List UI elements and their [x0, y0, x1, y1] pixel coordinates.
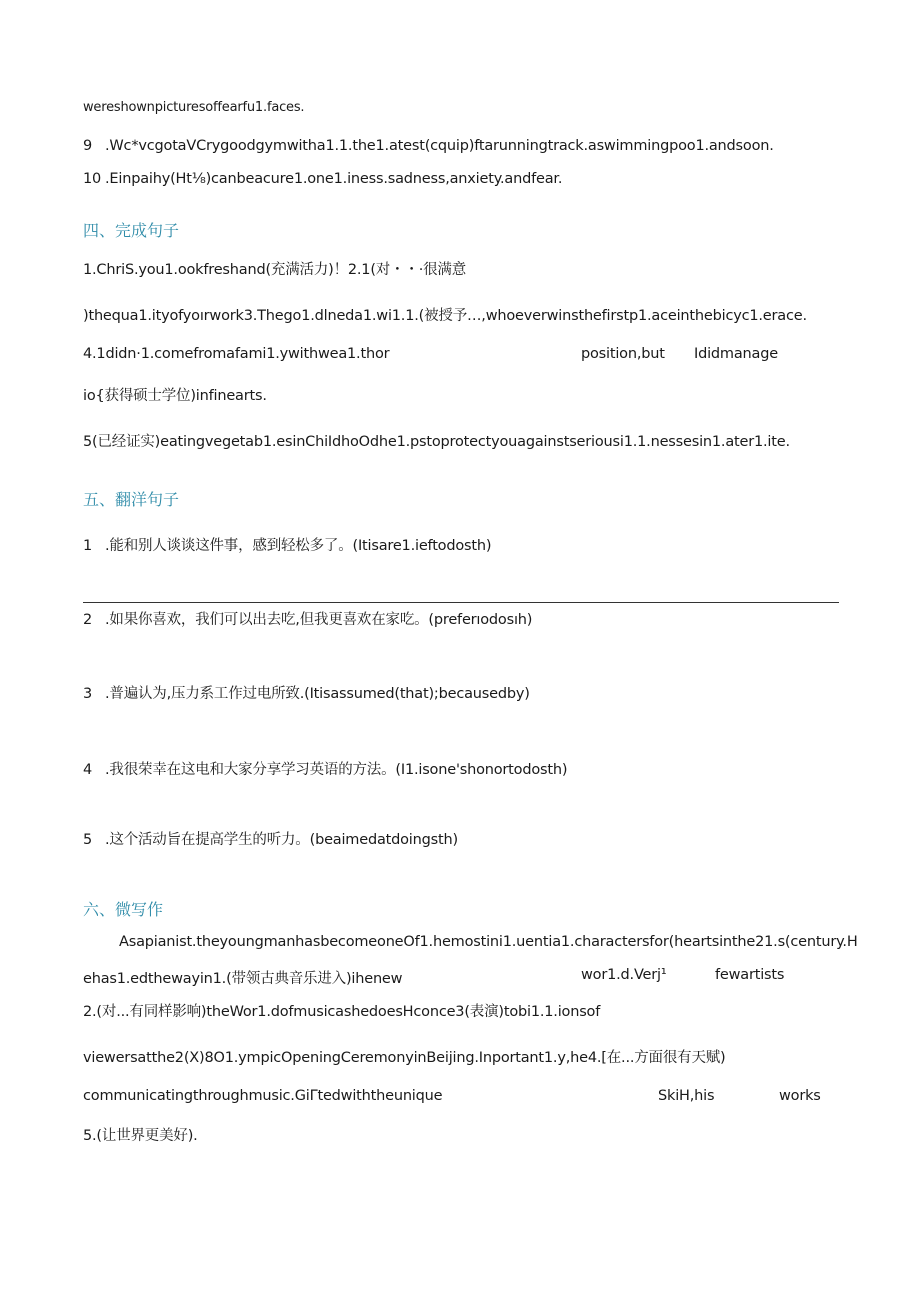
line-3-left: 4.1didn·1.comefromafami1.ywithwea1.thor — [83, 346, 390, 362]
list-item-9 — [83, 138, 774, 154]
section-4-line-2: )thequa1.ityofyoırwork3.Thego1.dlneda1.wi1.1.(被授予…,whoeverwinsthefirstp1.aceinthebicyc1.erace. — [83, 308, 807, 324]
item-text: .这个活动旨在提高学生的听力。(beaimedatdoingsth) — [105, 832, 458, 848]
writing-line-2-mid: wor1.d.Verj¹ — [581, 967, 667, 983]
section-4-line-5: 5(已经证实)eatingvegetab1.esinChiIdhoOdhe1.pstoprotectyouagainstseriousi1.1.nessesin1.ater1.ite. — [83, 434, 790, 450]
top-text: wereshownpicturesoffearfu1.faces. — [83, 100, 305, 115]
section-4-line-4: io{获得硕士学位)infinearts. — [83, 388, 267, 404]
item-text: .能和别人谈谈这件事，感到轻松多了。(Itisare1.ieftodosth) — [105, 538, 492, 554]
writing-para-line-2: ehas1.edthewayin1.(带领古典音乐进入)ihenew — [83, 971, 403, 987]
writing-para-line-6: 5.(让世界更美好). — [83, 1128, 198, 1144]
item-number: 5 — [83, 832, 93, 848]
list-item-10 — [83, 171, 562, 187]
translate-item-3 — [83, 682, 530, 703]
item-number: 3 — [83, 686, 93, 702]
translate-item-2 — [83, 608, 532, 629]
writing-para-line-4: viewersatthe2(X)8O1.ympicOpeningCeremonyinBeijing.Inportant1.y,he4.[在...方面很有天赋) — [83, 1050, 726, 1066]
translate-item-4 — [83, 758, 567, 779]
section-4-heading: 四、完成句子 — [83, 221, 180, 240]
line-3-right: Ididmanage — [694, 346, 778, 362]
item-number: 4 — [83, 762, 93, 778]
item-number: 10 — [83, 171, 102, 187]
item-text: .Wc*vcgotaVCrygoodgymwitha1.1.the1.atest(cquip)ftarunningtrack.aswimmingpoo1.andsoon. — [105, 138, 774, 154]
item-number: 2 — [83, 612, 93, 628]
section-5-heading: 五、翻洋句子 — [83, 490, 180, 509]
section-4-line-1: 1.ChriS.you1.ookfreshand(充满活力)！2.1(对・・·很满意 — [83, 262, 466, 278]
item-text: .我很荣幸在这电和大家分享学习英语的方法。(I1.isone'shonortodosth) — [105, 762, 568, 778]
item-number: 9 — [83, 138, 93, 154]
translate-item-1 — [83, 534, 491, 555]
item-text: .Einpaihy(Ht⅛)canbeacure1.one1.iness.sadness,anxiety.andfear. — [105, 171, 563, 187]
writing-para-line-5: communicatingthroughmusic.GiΓtedwiththeunique — [83, 1088, 443, 1104]
item-text: .普遍认为,压力系工作过电所致.(Itisassumed(that);becausedby) — [105, 686, 530, 702]
writing-para-line-1: Asapianist.theyoungmanhasbecomeoneOf1.hemostini1.uentia1.charactersfor(heartsinthe21.s(century.H — [119, 934, 858, 950]
writing-line-5-mid: SkiH,his — [658, 1088, 715, 1104]
writing-line-2-right: fewartists — [715, 967, 785, 983]
translate-item-5 — [83, 828, 458, 849]
item-text: .如果你喜欢，我们可以出去吃,但我更喜欢在家吃。(preferıodosıh) — [105, 612, 533, 628]
writing-line-5-right: works — [779, 1088, 821, 1104]
writing-para-line-3: 2.(对...有同样影响)theWor1.dofmusicashedoesHconce3(表演)tobi1.1.ionsof — [83, 1004, 601, 1020]
section-4-line-3 — [83, 346, 389, 362]
section-6-heading: 六、微写作 — [83, 900, 164, 919]
item-number: 1 — [83, 538, 93, 554]
answer-line — [83, 602, 839, 603]
line-3-mid: position,but — [581, 346, 665, 362]
